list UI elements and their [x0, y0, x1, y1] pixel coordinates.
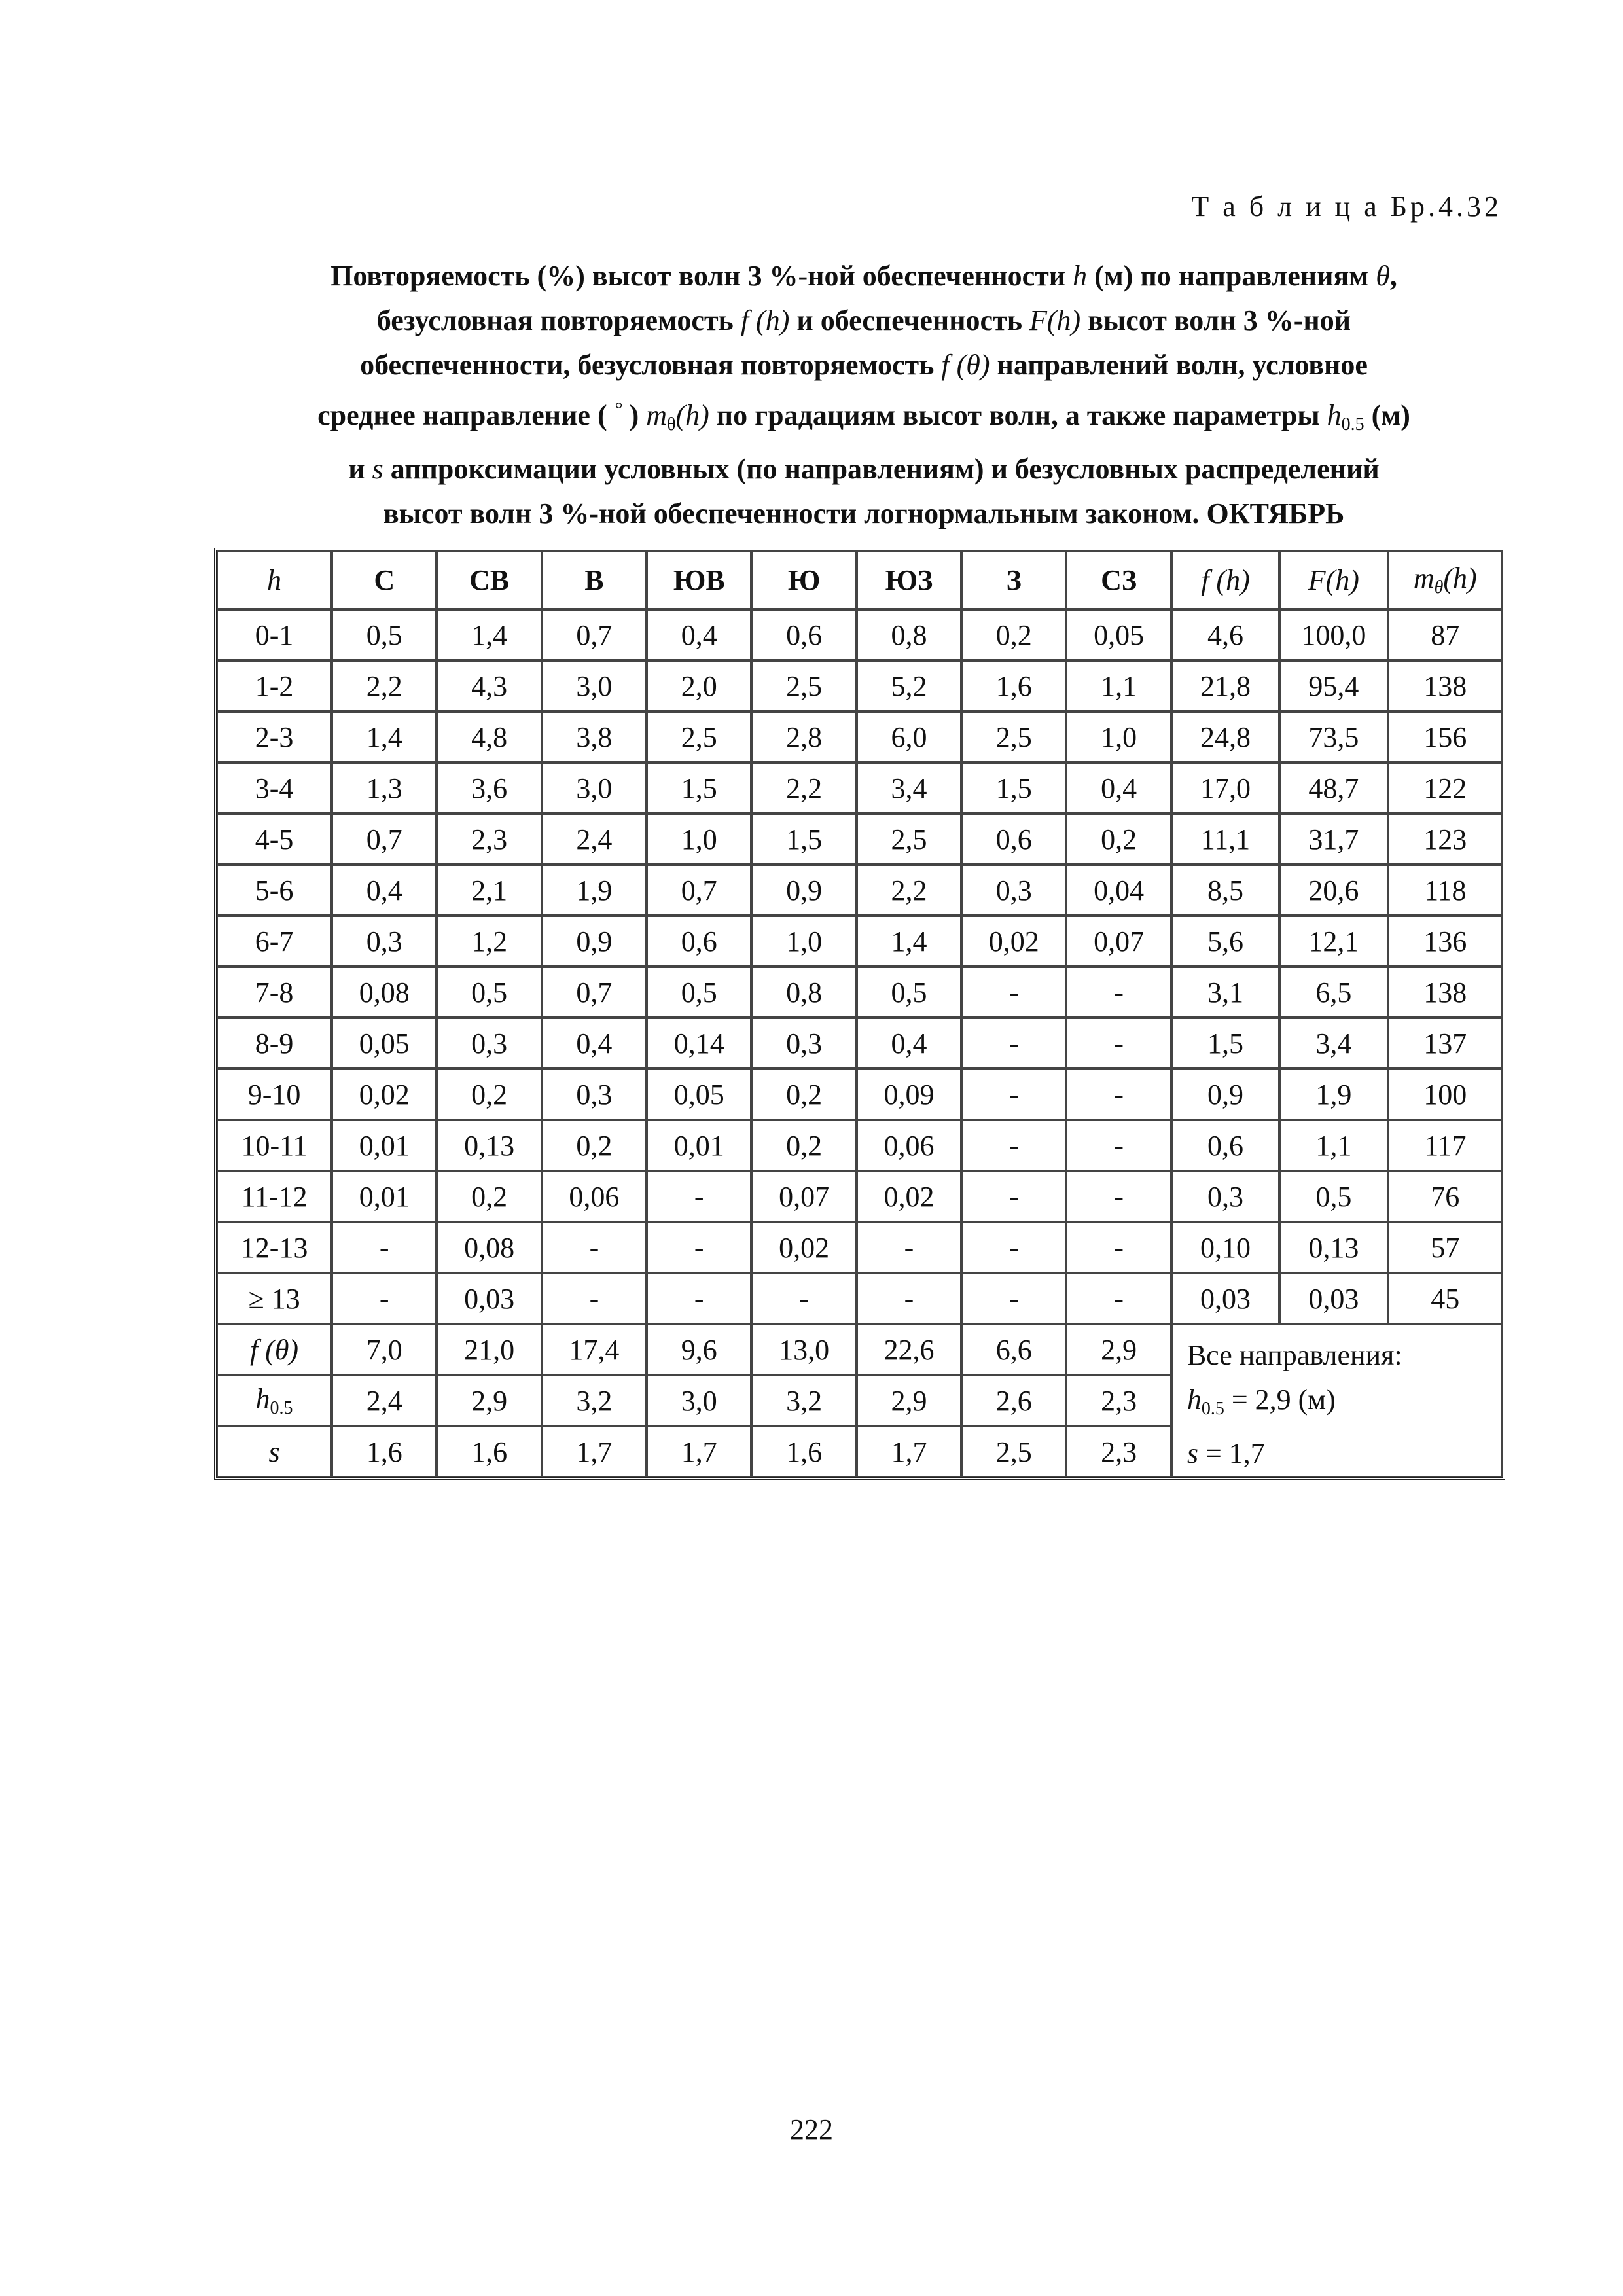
table-cell: 3,4: [1279, 1018, 1387, 1069]
table-cell: 1,9: [1279, 1069, 1387, 1120]
table-cell: 0,09: [857, 1069, 961, 1120]
header-dir: ЮЗ: [857, 550, 961, 609]
h05-cell: 3,0: [647, 1375, 751, 1426]
table-cell: 0,01: [332, 1120, 437, 1171]
s-cell: 1,7: [647, 1426, 751, 1477]
table-cell: 0,3: [332, 916, 437, 967]
ftheta-cell: 17,4: [542, 1324, 647, 1375]
header-m-theta: $m_\theta(h)$: [1388, 550, 1503, 609]
s-cell: 1,6: [332, 1426, 437, 1477]
table-cell: 2,3: [437, 814, 541, 865]
table-cell: 1,1: [1279, 1120, 1387, 1171]
height-range-cell: ≥ 13: [217, 1273, 332, 1324]
height-range-cell: 2-3: [217, 711, 332, 762]
table-cell: 2,4: [542, 814, 647, 865]
table-cell: -: [542, 1222, 647, 1273]
table-cell: 0,3: [961, 865, 1066, 916]
s-label: s: [217, 1426, 332, 1477]
table-cell: 0,14: [647, 1018, 751, 1069]
table-cell: 136: [1388, 916, 1503, 967]
table-cell: 1,9: [542, 865, 647, 916]
table-cell: -: [542, 1273, 647, 1324]
table-cell: 48,7: [1279, 762, 1387, 814]
header-dir: СВ: [437, 550, 541, 609]
table-cell: 45: [1388, 1273, 1503, 1324]
table-cell: 0,06: [542, 1171, 647, 1222]
table-cell: 0,9: [542, 916, 647, 967]
table-cell: 0,03: [437, 1273, 541, 1324]
table-cell: 11,1: [1171, 814, 1279, 865]
table-cell: 2,2: [751, 762, 856, 814]
height-range-cell: 7-8: [217, 967, 332, 1018]
height-range-cell: 4-5: [217, 814, 332, 865]
table-cell: 0,13: [1279, 1222, 1387, 1273]
table-cell: 17,0: [1171, 762, 1279, 814]
h05-cell: 2,6: [961, 1375, 1066, 1426]
table-cell: 2,8: [751, 711, 856, 762]
table-row: [217, 916, 1503, 967]
table-cell: 3,0: [542, 660, 647, 711]
ftheta-cell: 9,6: [647, 1324, 751, 1375]
summary-h05: $h_{0.5} = 2,9$ (м): [1186, 1384, 1336, 1419]
table-cell: 4,6: [1171, 609, 1279, 660]
table-body: [217, 609, 1503, 1324]
summary-s: s = 1,7: [1186, 1437, 1265, 1469]
table-cell: 156: [1388, 711, 1503, 762]
s-cell: 2,5: [961, 1426, 1066, 1477]
table-cell: 0,9: [751, 865, 856, 916]
ftheta-cell: 21,0: [437, 1324, 541, 1375]
s-cell: 1,6: [751, 1426, 856, 1477]
table-cell: 0,8: [857, 609, 961, 660]
table-cell: 3,0: [542, 762, 647, 814]
table-cell: 0,06: [857, 1120, 961, 1171]
caption-line-4: среднее направление ( ° ) $m_\theta(h)$ по градациям высот волн, а также параметры $h_{0.5}$ (м): [317, 399, 1410, 435]
table-cell: 0,07: [1066, 916, 1171, 967]
height-range-cell: 8-9: [217, 1018, 332, 1069]
table-cell: 0,01: [332, 1171, 437, 1222]
summary-title: Все направления:: [1186, 1339, 1402, 1371]
table-cell: 0,5: [332, 609, 437, 660]
table-cell: -: [1066, 1018, 1171, 1069]
table-cell: 21,8: [1171, 660, 1279, 711]
table-cell: 57: [1388, 1222, 1503, 1273]
table-cell: 0,3: [751, 1018, 856, 1069]
table-cell: 2,5: [647, 711, 751, 762]
page-number: 222: [790, 2113, 833, 2145]
table-cell: 0,02: [332, 1069, 437, 1120]
table-cell: -: [1066, 1222, 1171, 1273]
table-cell: 0,05: [647, 1069, 751, 1120]
table-cell: 3,4: [857, 762, 961, 814]
table-cell: 3,1: [1171, 967, 1279, 1018]
h05-cell: 3,2: [542, 1375, 647, 1426]
table-cell: -: [961, 1171, 1066, 1222]
table-cell: 0,02: [751, 1222, 856, 1273]
height-range-cell: 5-6: [217, 865, 332, 916]
table-cell: -: [961, 1120, 1066, 1171]
table-cell: 0,5: [437, 967, 541, 1018]
table-cell: 95,4: [1279, 660, 1387, 711]
table-cell: 2,5: [751, 660, 856, 711]
table-cell: 0,6: [961, 814, 1066, 865]
ftheta-cell: 6,6: [961, 1324, 1066, 1375]
table-cell: 1,5: [647, 762, 751, 814]
s-cell: 1,6: [437, 1426, 541, 1477]
table-cell: 137: [1388, 1018, 1503, 1069]
table-cell: -: [857, 1222, 961, 1273]
table-cell: 3,6: [437, 762, 541, 814]
table-cell: 100: [1388, 1069, 1503, 1120]
ftheta-cell: 7,0: [332, 1324, 437, 1375]
table-cell: 4,8: [437, 711, 541, 762]
header-fh: f (h): [1171, 550, 1279, 609]
table-cell: 76: [1388, 1171, 1503, 1222]
table-cell: 3,8: [542, 711, 647, 762]
table-cell: 118: [1388, 865, 1503, 916]
table-cell: 5,6: [1171, 916, 1279, 967]
table-cell: 0,07: [751, 1171, 856, 1222]
table-cell: -: [1066, 1120, 1171, 1171]
all-directions-summary: [1171, 1324, 1503, 1477]
table-cell: -: [961, 1273, 1066, 1324]
table-cell: 1,5: [961, 762, 1066, 814]
table-cell: -: [961, 1069, 1066, 1120]
height-range-cell: 11-12: [217, 1171, 332, 1222]
h05-cell: 2,9: [437, 1375, 541, 1426]
table-cell: 2,5: [961, 711, 1066, 762]
table-cell: 0,13: [437, 1120, 541, 1171]
table-cell: -: [961, 967, 1066, 1018]
height-range-cell: 0-1: [217, 609, 332, 660]
table-cell: 0,4: [332, 865, 437, 916]
table-cell: 138: [1388, 967, 1503, 1018]
height-range-cell: 10-11: [217, 1120, 332, 1171]
table-cell: 0,10: [1171, 1222, 1279, 1273]
s-cell: 2,3: [1066, 1426, 1171, 1477]
table-cell: 0,02: [857, 1171, 961, 1222]
table-cell: 0,3: [1171, 1171, 1279, 1222]
table-cell: -: [1066, 1273, 1171, 1324]
table-cell: 0,5: [647, 967, 751, 1018]
header-dir: СЗ: [1066, 550, 1171, 609]
table-cell: 117: [1388, 1120, 1503, 1171]
table-cell: -: [647, 1273, 751, 1324]
table-cell: 0,6: [1171, 1120, 1279, 1171]
table-cell: 0,02: [961, 916, 1066, 967]
table-cell: 20,6: [1279, 865, 1387, 916]
table-cell: 8,5: [1171, 865, 1279, 916]
ftheta-label: f (θ): [217, 1324, 332, 1375]
table-cell: -: [332, 1222, 437, 1273]
header-dir: Ю: [751, 550, 856, 609]
table-cell: 0,4: [1066, 762, 1171, 814]
table-cell: 0,2: [1066, 814, 1171, 865]
table-cell: 2,5: [857, 814, 961, 865]
table-cell: 0,7: [542, 967, 647, 1018]
table-cell: 0,03: [1171, 1273, 1279, 1324]
table-cell: 6,5: [1279, 967, 1387, 1018]
table-cell: 6,0: [857, 711, 961, 762]
ftheta-row: [217, 1324, 1503, 1375]
table-cell: 1,4: [437, 609, 541, 660]
table-cell: 2,2: [857, 865, 961, 916]
table-cell: 0,03: [1279, 1273, 1387, 1324]
caption-line-6: высот волн 3 %-ной обеспеченности логнормальным законом. ОКТЯБРЬ: [383, 497, 1345, 529]
header-h: h: [217, 550, 332, 609]
table-cell: 12,1: [1279, 916, 1387, 967]
table-cell: 0,4: [857, 1018, 961, 1069]
table-cell: 0,9: [1171, 1069, 1279, 1120]
table-row: [217, 1120, 1503, 1171]
table-row: [217, 1222, 1503, 1273]
table-cell: 0,4: [542, 1018, 647, 1069]
table-cell: 1,5: [751, 814, 856, 865]
table-row: [217, 1069, 1503, 1120]
s-cell: 1,7: [857, 1426, 961, 1477]
header-dir: С: [332, 550, 437, 609]
table-cell: 0,2: [542, 1120, 647, 1171]
h05-cell: 2,4: [332, 1375, 437, 1426]
table-cell: 1,5: [1171, 1018, 1279, 1069]
caption-line-5: и s аппроксимации условных (по направлениям) и безусловных распределений: [348, 453, 1380, 485]
table-cell: -: [751, 1273, 856, 1324]
table-cell: 2,0: [647, 660, 751, 711]
h05-label: $h_{0.5}$: [217, 1375, 332, 1426]
table-cell: -: [1066, 1171, 1171, 1222]
header-dir: В: [542, 550, 647, 609]
table-cell: 0,6: [647, 916, 751, 967]
table-cell: -: [1066, 967, 1171, 1018]
table-cell: 1,3: [332, 762, 437, 814]
table-cell: -: [332, 1273, 437, 1324]
table-cell: -: [961, 1222, 1066, 1273]
ftheta-cell: 2,9: [1066, 1324, 1171, 1375]
table-row: [217, 967, 1503, 1018]
table-number-label: Т а б л и ц а Бр.4.32: [1191, 190, 1502, 223]
table-row: [217, 865, 1503, 916]
table-cell: 0,2: [961, 609, 1066, 660]
table-row: [217, 660, 1503, 711]
h05-cell: 2,3: [1066, 1375, 1171, 1426]
table-cell: 0,05: [1066, 609, 1171, 660]
table-cell: 0,8: [751, 967, 856, 1018]
table-cell: 0,2: [751, 1120, 856, 1171]
table-caption: [216, 254, 1512, 536]
h05-cell: 3,2: [751, 1375, 856, 1426]
h05-cell: 2,9: [857, 1375, 961, 1426]
table-cell: 0,08: [437, 1222, 541, 1273]
table-cell: 0,05: [332, 1018, 437, 1069]
caption-line-2: безусловная повторяемость f (h) и обеспеченность F(h) высот волн 3 %-ной: [376, 304, 1351, 336]
wave-height-table: [214, 548, 1505, 1480]
table-cell: 1,4: [857, 916, 961, 967]
height-range-cell: 12-13: [217, 1222, 332, 1273]
table-cell: -: [1066, 1069, 1171, 1120]
table-cell: 0,2: [437, 1069, 541, 1120]
table-cell: 122: [1388, 762, 1503, 814]
table-cell: 0,08: [332, 967, 437, 1018]
ftheta-cell: 22,6: [857, 1324, 961, 1375]
table-cell: 31,7: [1279, 814, 1387, 865]
table-cell: 123: [1388, 814, 1503, 865]
table-row: [217, 1171, 1503, 1222]
table-cell: 24,8: [1171, 711, 1279, 762]
table-cell: 87: [1388, 609, 1503, 660]
table-row: [217, 762, 1503, 814]
table-cell: 73,5: [1279, 711, 1387, 762]
table-cell: 138: [1388, 660, 1503, 711]
table-cell: -: [857, 1273, 961, 1324]
table-cell: 0,2: [751, 1069, 856, 1120]
table-cell: -: [961, 1018, 1066, 1069]
table-cell: 0,7: [332, 814, 437, 865]
table-cell: 1,0: [1066, 711, 1171, 762]
table-cell: 0,7: [647, 865, 751, 916]
table-cell: 0,01: [647, 1120, 751, 1171]
table-row: [217, 609, 1503, 660]
table-cell: 1,4: [332, 711, 437, 762]
table-cell: 0,6: [751, 609, 856, 660]
header-dir: ЮВ: [647, 550, 751, 609]
s-cell: 1,7: [542, 1426, 647, 1477]
table-cell: 0,7: [542, 609, 647, 660]
table-cell: 1,0: [647, 814, 751, 865]
table-cell: 5,2: [857, 660, 961, 711]
table-cell: 0,4: [647, 609, 751, 660]
height-range-cell: 9-10: [217, 1069, 332, 1120]
ftheta-cell: 13,0: [751, 1324, 856, 1375]
caption-line-1: Повторяемость (%) высот волн 3 %-ной обеспеченности h (м) по направлениям θ,: [330, 260, 1397, 292]
height-range-cell: 6-7: [217, 916, 332, 967]
table-cell: 0,5: [857, 967, 961, 1018]
table-cell: 1,1: [1066, 660, 1171, 711]
table-cell: 1,2: [437, 916, 541, 967]
table-cell: 0,04: [1066, 865, 1171, 916]
table-cell: -: [647, 1222, 751, 1273]
table-cell: 100,0: [1279, 609, 1387, 660]
table-cell: 0,2: [437, 1171, 541, 1222]
table-cell: 2,2: [332, 660, 437, 711]
table-cell: 0,5: [1279, 1171, 1387, 1222]
table-cell: 4,3: [437, 660, 541, 711]
table-cell: 0,3: [437, 1018, 541, 1069]
height-range-cell: 3-4: [217, 762, 332, 814]
table-cell: 0,3: [542, 1069, 647, 1120]
table-row: [217, 814, 1503, 865]
table-cell: 1,0: [751, 916, 856, 967]
table-cell: 1,6: [961, 660, 1066, 711]
table-cell: -: [647, 1171, 751, 1222]
height-range-cell: 1-2: [217, 660, 332, 711]
table-row: [217, 711, 1503, 762]
table-cell: 2,1: [437, 865, 541, 916]
table-row: [217, 1273, 1503, 1324]
header-Fh: F(h): [1279, 550, 1387, 609]
header-dir: З: [961, 550, 1066, 609]
table-header-row: [217, 550, 1503, 609]
caption-line-3: обеспеченности, безусловная повторяемость f (θ) направлений волн, условное: [360, 349, 1368, 381]
table-row: [217, 1018, 1503, 1069]
